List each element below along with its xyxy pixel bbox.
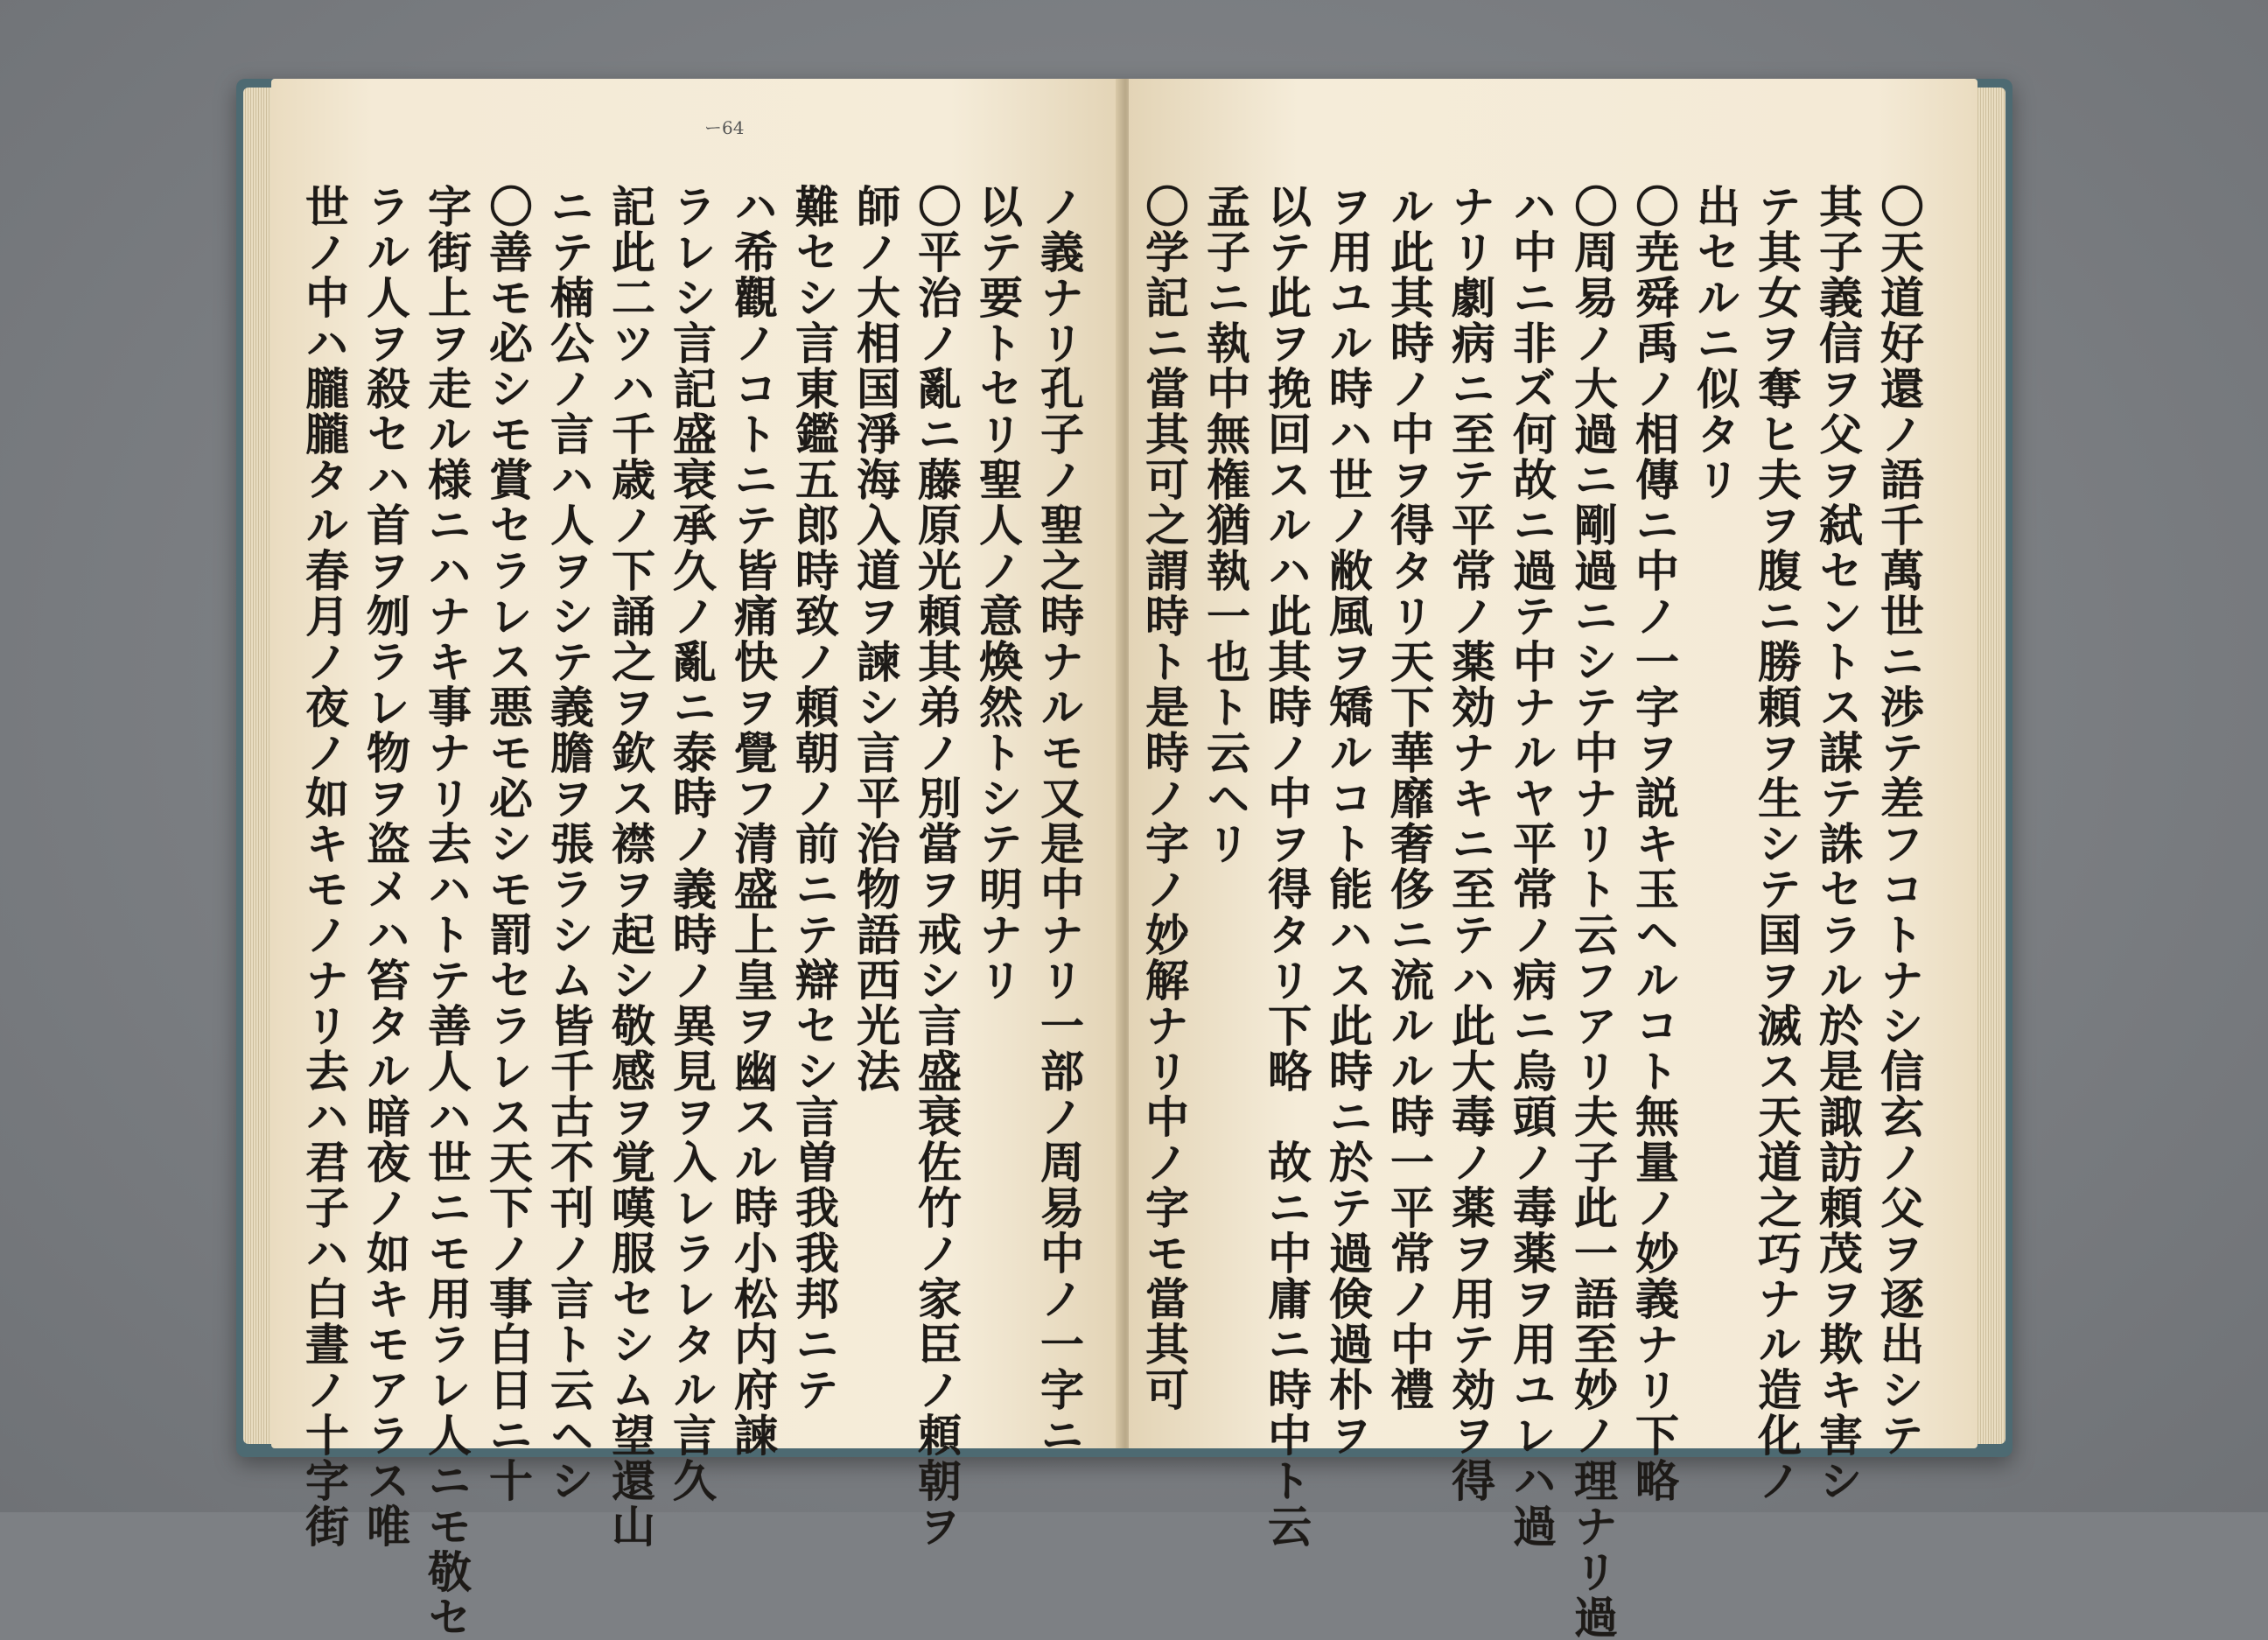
text-column: ナリ劇病ニ至テ平常ノ薬効ナキニ至テハ此大毒ノ薬ヲ用テ効ヲ得 xyxy=(1445,184,1496,1503)
text-column: ニテ楠公ノ言ハ人ヲシテ義膽ヲ張ラシム皆千古不刊ノ言ト云ヘシ xyxy=(543,184,595,1503)
text-column: ハ希觀ノコトニテ皆痛快ヲ覺フ清盛上皇ヲ幽スル時小松内府諫 xyxy=(727,184,779,1458)
text-column: ラレシ言記盛衰承久ノ亂ニ泰時ノ義時ノ異見ヲ入レラレタル言久 xyxy=(666,184,718,1503)
text-column: 〇尭舜禹ノ相傳ニ中ノ一字ヲ説キ玉ヘルコト無量ノ妙義ナリ下略 xyxy=(1628,184,1680,1503)
page-marker: ー64 xyxy=(704,117,745,138)
text-column: 字街上ヲ走ル様ニハナキ事ナリ去ハトテ善人ハ世ニモ用ラレ人ニモ敬セ xyxy=(421,184,472,1640)
text-column: 以テ此ヲ挽回スルハ此其時ノ中ヲ得タリ下略 故ニ中庸ニ時中ト云 xyxy=(1261,184,1312,1549)
right-page xyxy=(1129,79,1978,1640)
left-page xyxy=(271,79,1120,1640)
text-column: 孟子ニ執中無権猶執一也ト云ヘリ xyxy=(1200,184,1251,866)
text-column: 〇天道好還ノ語千萬世ニ渉テ差フコトナシ信玄ノ父ヲ逐出シテ xyxy=(1873,184,1925,1458)
left-page-text xyxy=(298,184,1085,1640)
text-column: ヲ用ユル時ハ世ノ敝風ヲ矯ルコト能ハス此時ニ於テ過倹過朴ヲ xyxy=(1322,184,1374,1458)
text-column: 世ノ中ハ朧朧タル春月ノ夜ノ如キモノナリ去ハ君子ハ白晝ノ十字街 xyxy=(298,184,350,1549)
text-column: テ其女ヲ奪ヒ夫ヲ腹ニ勝頼ヲ生シテ国ヲ滅ス天道之巧ナル造化ノ xyxy=(1751,184,1802,1503)
right-page-text xyxy=(1138,184,1925,1640)
text-column: 其子義信ヲ父ヲ弑セントス謀テ誅セラル於是諏訪頼茂ヲ欺キ害シ xyxy=(1812,184,1864,1503)
text-column: 出セルニ似タリ xyxy=(1690,184,1741,502)
text-column: ラル人ヲ殺セハ首ヲ刎ラレ物ヲ盗メハ笞タル暗夜ノ如キモアラス唯 xyxy=(360,184,411,1549)
text-column: 記此二ツハ千歳ノ下誦之ヲ欽ス襟ヲ起シ敬感ヲ覚嘆服セシム望還山 xyxy=(605,184,656,1549)
text-column: 〇周易ノ大過ニ剛過ニシテ中ナリト云フアリ夫子此一語至妙ノ理ナリ過 xyxy=(1567,184,1619,1640)
text-column: 難セシ言東鑑五郎時致ノ頼朝ノ前ニテ辯セシ言曽我我邦ニテ xyxy=(788,184,840,1412)
text-column: 以テ要トセリ聖人ノ意煥然トシテ明ナリ xyxy=(972,184,1024,1003)
text-column: 〇善モ必シモ賞セラレス悪モ必シモ罰セラレス天下ノ事白日ニ十 xyxy=(482,184,534,1503)
text-column: 師ノ大相国淨海入道ヲ諫シ言平治物語西光法 xyxy=(850,184,901,1094)
text-column: ハ中ニ非ズ何故ニ過テ中ナルヤ平常ノ病ニ烏頭ノ毒薬ヲ用ユレハ過 xyxy=(1506,184,1558,1549)
open-book xyxy=(236,61,2012,1640)
text-column: ル此其時ノ中ヲ得タリ天下華靡奢侈ニ流ルル時一平常ノ中禮 xyxy=(1383,184,1435,1412)
text-column: 〇平治ノ亂ニ藤原光頼其弟ノ別當ヲ戒シ言盛衰佐竹ノ家臣ノ頼朝ヲ xyxy=(911,184,962,1549)
text-column: 〇学記ニ當其可之謂時ト是時ノ字ノ妙解ナリ中ノ字モ當其可 xyxy=(1138,184,1190,1412)
text-column: ノ義ナリ孔子ノ聖之時ナルモ又是中ナリ一部ノ周易中ノ一字ニ xyxy=(1033,184,1085,1458)
